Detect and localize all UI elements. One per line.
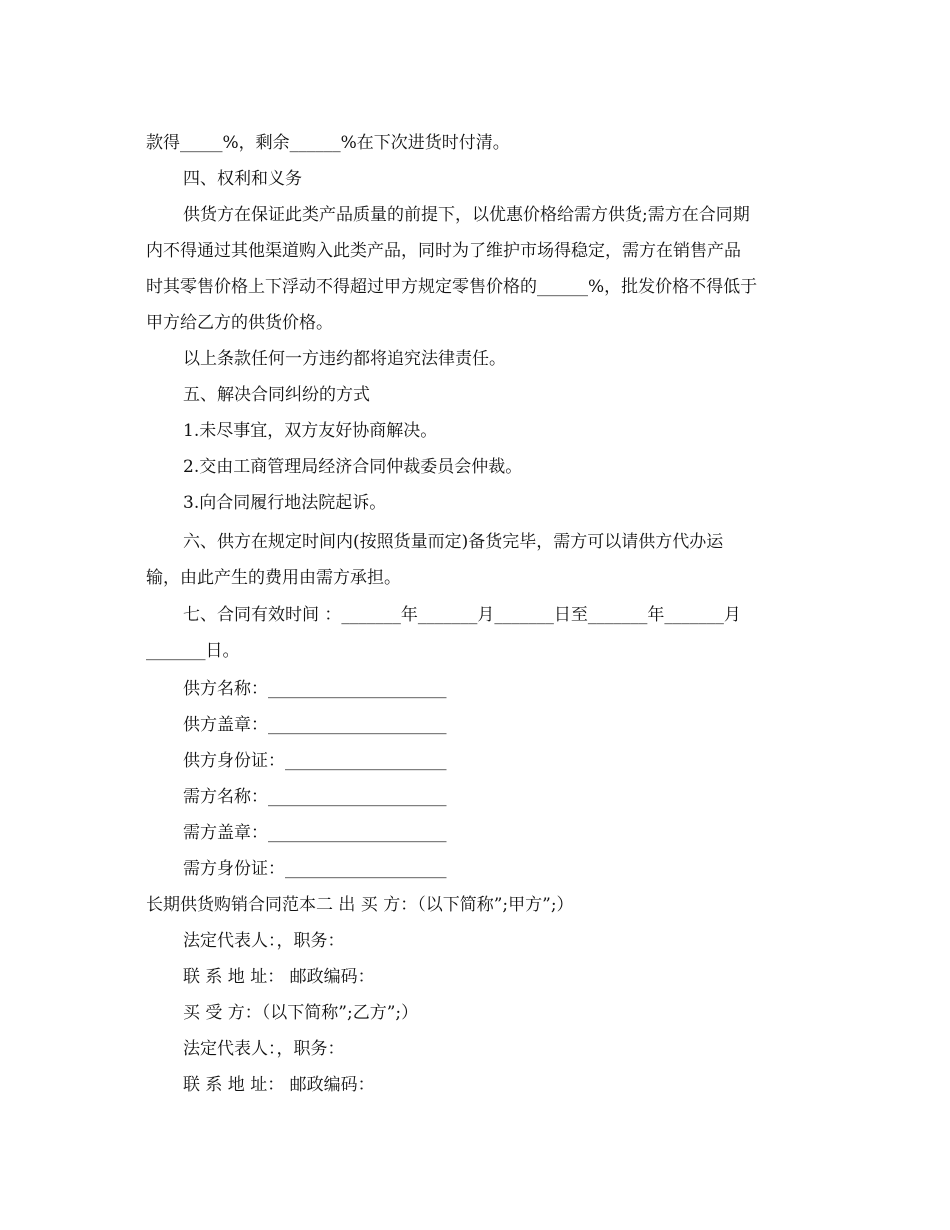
- text-line: 法定代表人：，职务：: [183, 1039, 345, 1059]
- list-item: 2.交由工商管理局经济合同仲裁委员会仲裁。: [183, 457, 523, 477]
- text-line: 买 受 方：（以下简称”;乙方”;）: [183, 1003, 419, 1023]
- text-line: 联 系 地 址： 邮政编码：: [183, 1075, 375, 1095]
- signature-field: 供方盖章：_____________________: [183, 715, 447, 735]
- signature-field: 需方名称：_____________________: [183, 787, 447, 807]
- text-line: 款得_____%，剩余______%在下次进货时付清。: [146, 133, 510, 153]
- list-item: 3.向合同履行地法院起诉。: [183, 493, 387, 513]
- section-title: 长期供货购销合同范本二 出 买 方：（以下简称”;甲方”;）: [146, 895, 574, 915]
- signature-field: 需方身份证：___________________: [183, 859, 447, 879]
- text-line: 内不得通过其他渠道购入此类产品，同时为了维护市场得稳定，需方在销售产品: [146, 241, 741, 261]
- text-line: 以上条款任何一方违约都将追究法律责任。: [183, 349, 506, 369]
- text-line: 甲方给乙方的供货价格。: [146, 313, 333, 333]
- section-heading: 六、供方在规定时间内(按照货量而定)备货完毕，需方可以请供方代办运: [183, 532, 724, 552]
- text-line: 输，由此产生的费用由需方承担。: [146, 568, 401, 588]
- text-line: 法定代表人：，职务：: [183, 931, 345, 951]
- text-line: 联 系 地 址： 邮政编码：: [183, 967, 375, 987]
- text-line: 供货方在保证此类产品质量的前提下，以优惠价格给需方供货;需方在合同期: [183, 205, 750, 225]
- section-heading: 七、合同有效时间 ：_______年_______月_______日至_______年_______月: [183, 605, 741, 625]
- section-heading: 四、权利和义务: [183, 169, 302, 189]
- list-item: 1.未尽事宜，双方友好协商解决。: [183, 421, 438, 441]
- signature-field: 供方身份证：___________________: [183, 751, 447, 771]
- section-heading: 五、解决合同纠纷的方式: [183, 385, 370, 405]
- signature-field: 供方名称：_____________________: [183, 679, 447, 699]
- text-line: _______日。: [146, 641, 240, 661]
- text-line: 时其零售价格上下浮动不得超过甲方规定零售价格的______%，批发价格不得低于: [146, 277, 758, 297]
- signature-field: 需方盖章：_____________________: [183, 823, 447, 843]
